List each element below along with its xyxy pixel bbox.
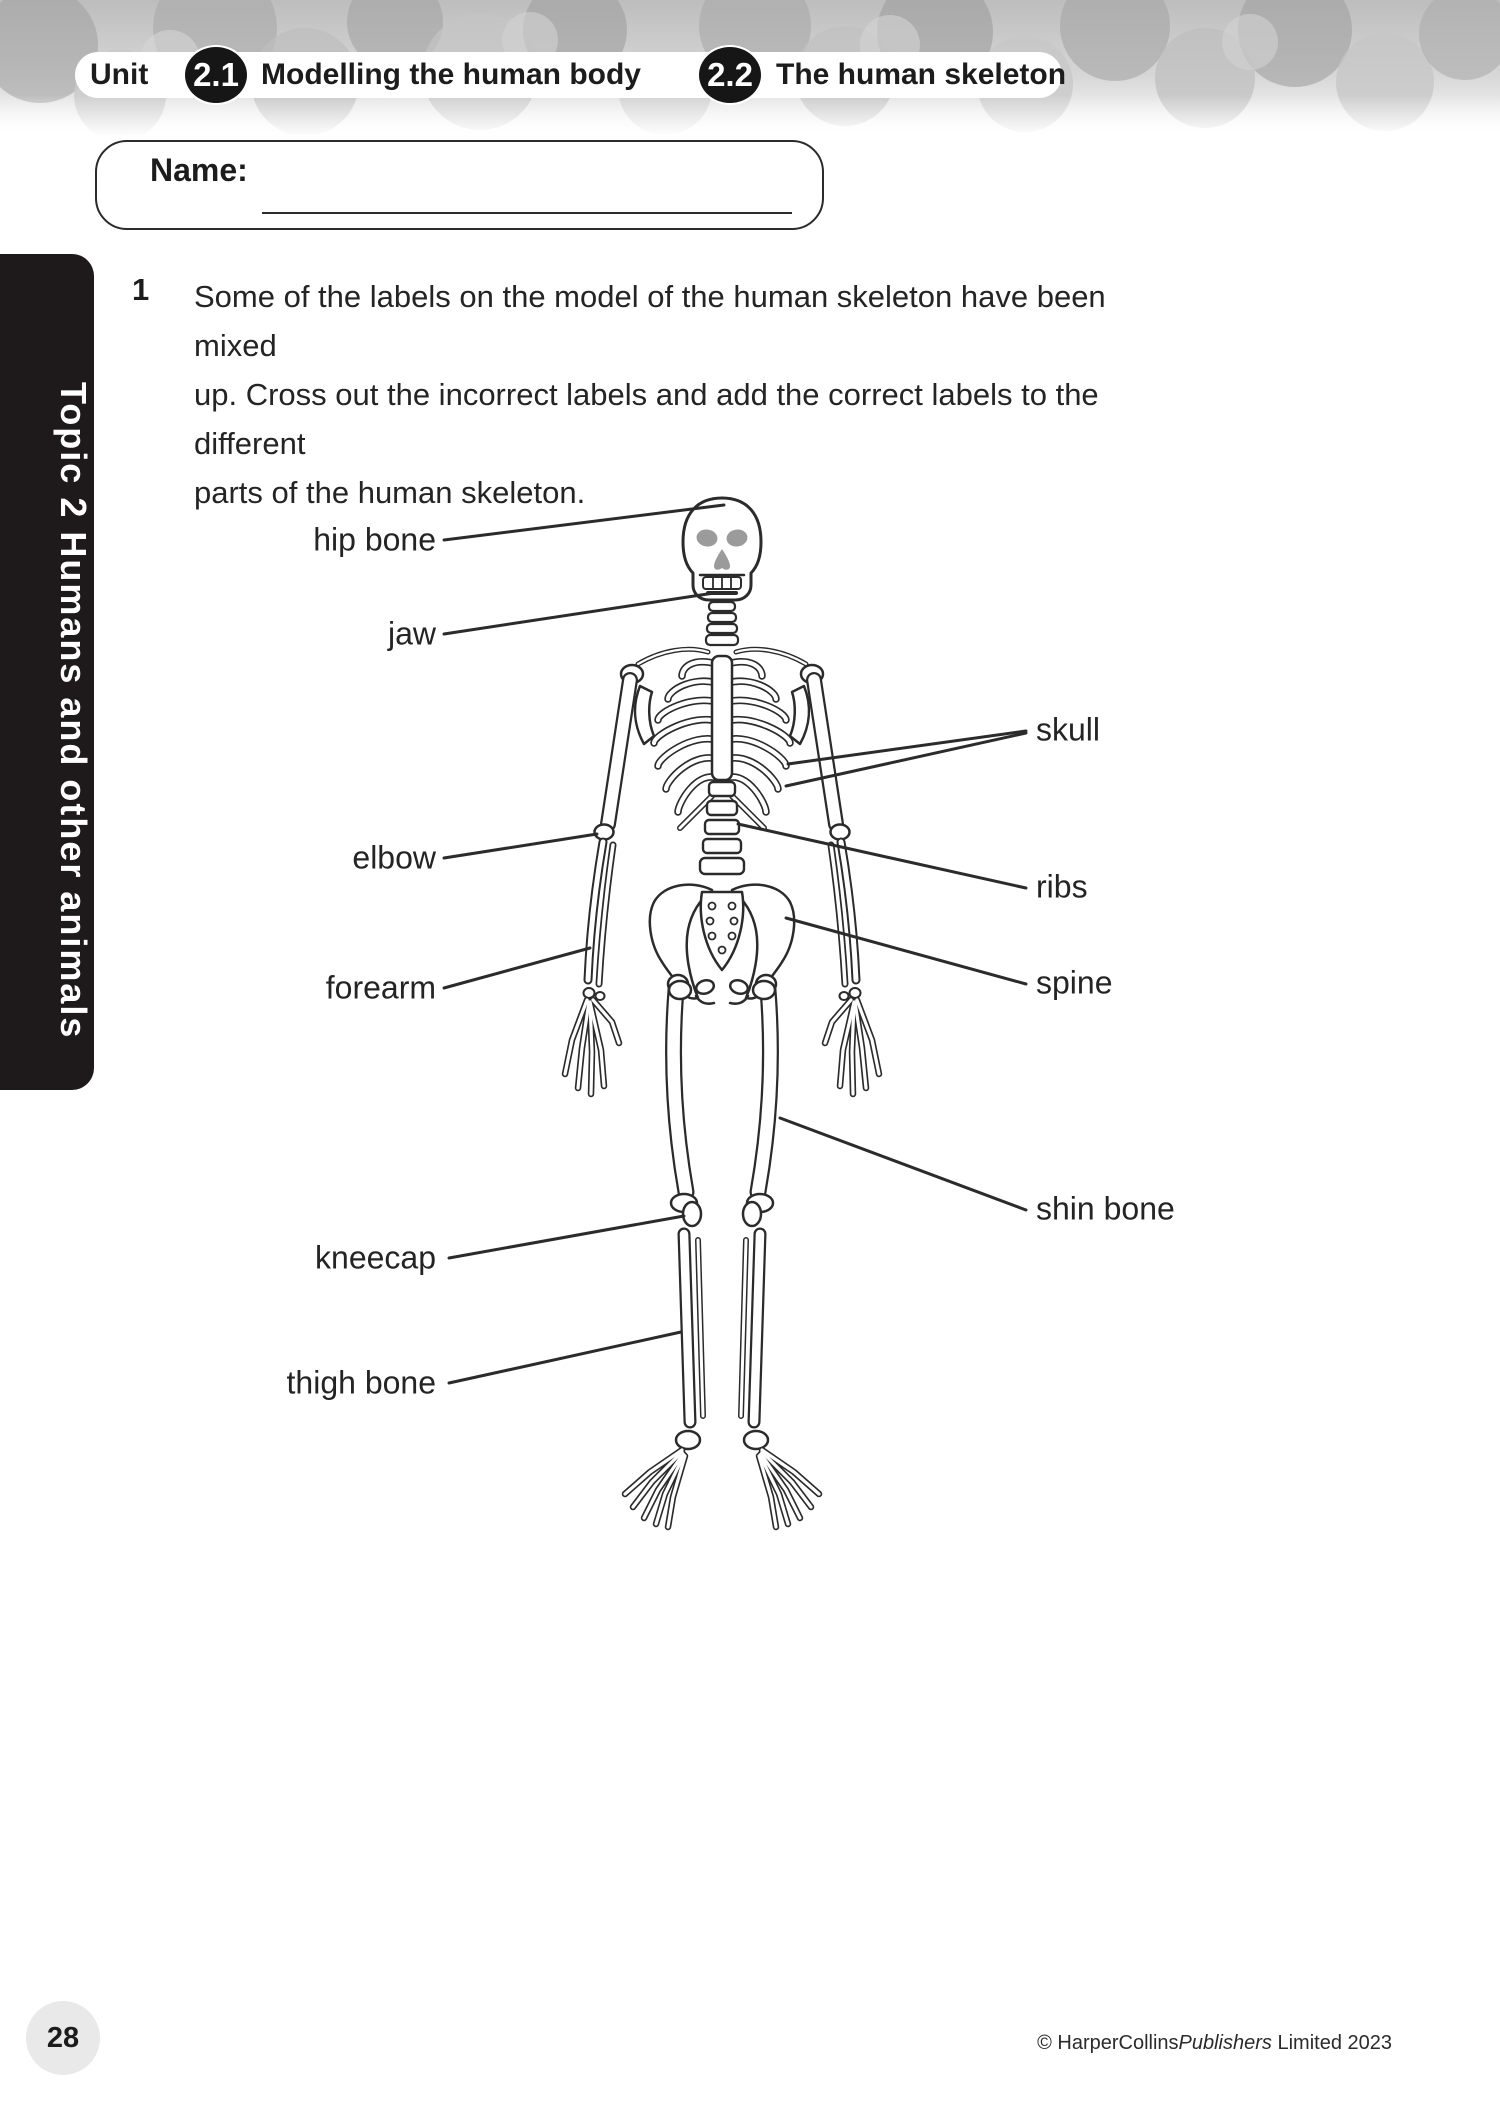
copyright-notice: © HarperCollinsPublishers Limited 2023 [1037, 2032, 1392, 2054]
figure-label-kneecap: kneecap [315, 1239, 436, 1276]
unit-badge-2-1: 2.1 [183, 45, 249, 105]
figure-label-shin-bone: shin bone [1036, 1190, 1175, 1227]
topic-sidebar [0, 254, 94, 1090]
left-arm-bones [565, 680, 630, 1094]
name-label: Name: [150, 152, 248, 188]
header-title-1: Modelling the human body [261, 58, 641, 91]
question-number: 1 [132, 272, 150, 307]
figure-label-elbow: elbow [352, 839, 436, 876]
figure-label-skull: skull [1036, 711, 1101, 748]
clavicle-bones [621, 649, 823, 744]
label-connector-line [786, 733, 1026, 786]
question-text [194, 272, 1144, 517]
page-number: 28 [46, 2021, 80, 2054]
unit-badge-2-2: 2.2 [697, 45, 763, 105]
sternum-bone [712, 656, 732, 780]
label-connector-line [788, 731, 1026, 764]
label-connector-line [444, 948, 590, 988]
topic-sidebar-label: Topic 2 Humans and other animals [53, 382, 94, 1040]
header-band [0, 0, 1500, 135]
label-connector-line [444, 834, 597, 858]
header-title-2: The human skeleton [776, 58, 1067, 91]
figure-label-thigh-bone: thigh bone [286, 1364, 436, 1401]
pelvis-bone [650, 885, 794, 1004]
name-write-line[interactable] [262, 212, 792, 214]
question-line: Some of the labels on the model of the human skeleton have been mixed [194, 279, 1106, 363]
right-leg-bones [741, 981, 819, 1527]
question-line: parts of the human skeleton. [194, 475, 586, 510]
spine-vertebrae [700, 782, 744, 874]
label-connector-line [780, 1118, 1026, 1210]
label-connector-line [449, 1332, 681, 1383]
right-arm-bones [814, 680, 879, 1094]
left-leg-bones [625, 981, 703, 1527]
figure-label-forearm: forearm [325, 969, 436, 1006]
label-connector-line [449, 1216, 684, 1258]
figure-label-spine: spine [1036, 964, 1113, 1001]
connector-lines [444, 505, 1026, 1383]
label-connector-line [738, 824, 1026, 888]
figure-label-jaw: jaw [387, 615, 436, 652]
figure-label-hip-bone: hip bone [313, 521, 436, 558]
rib-bones [654, 662, 790, 828]
question-line: up. Cross out the incorrect labels and add the correct labels to the different [194, 377, 1099, 461]
unit-label: Unit [90, 58, 149, 91]
left-kneecap-bone [683, 1202, 701, 1226]
page-number-circle [26, 2001, 100, 2075]
label-connector-line [786, 918, 1026, 984]
neck-vertebrae [706, 602, 738, 645]
label-connector-line [444, 593, 714, 634]
right-kneecap-bone [743, 1202, 761, 1226]
figure-label-ribs: ribs [1036, 868, 1088, 905]
